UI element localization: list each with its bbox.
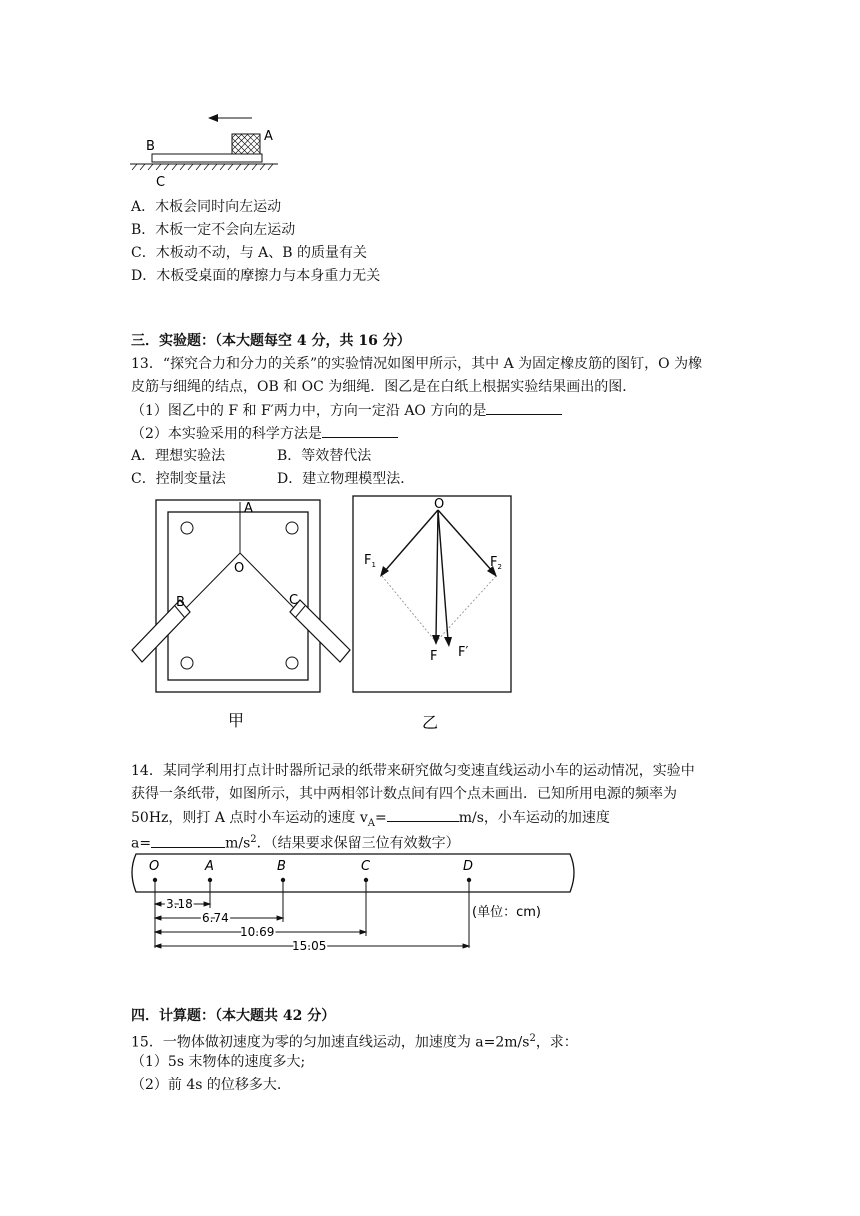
answer-blank[interactable] [322, 423, 398, 438]
figure-caption-jia: 甲 [228, 711, 245, 730]
board-b [152, 154, 262, 162]
q13-options-row2 [131, 469, 414, 489]
q15-stem-post: ，求： [535, 1034, 578, 1051]
q14-line4 [131, 830, 460, 854]
q14-line3-post: m/s，小车运动的加速度 [458, 810, 610, 826]
label-c: C [156, 175, 166, 188]
label-c: C [361, 859, 371, 874]
distance-ob: 6.74 [202, 911, 229, 925]
superscript-2: 2 [529, 1033, 536, 1044]
q13-option-b: B．等效替代法 [277, 448, 372, 464]
label-c: C [289, 593, 299, 608]
q12-option-d: D．木板受桌面的摩擦力与本身重力无关 [131, 268, 381, 284]
label-b: B [176, 595, 185, 610]
distance-oa: 3.18 [166, 897, 193, 911]
unit-label: (单位：cm) [472, 905, 541, 920]
tape-dot-a [208, 878, 212, 882]
answer-blank[interactable] [151, 833, 225, 848]
label-f2: $F_2$ [490, 555, 502, 571]
label-o: O [234, 561, 245, 576]
q13-stem-line2: 皮筋与细绳的结点，OB 和 OC 为细绳．图乙是在白纸上根据实验结果画出的图． [131, 379, 637, 395]
distance-od: 15.05 [292, 939, 327, 952]
label-o: O [149, 859, 160, 874]
label-d: D [463, 859, 474, 874]
q13-option-a: A．理想实验法 [131, 448, 226, 464]
section-3-title: 三．实验题：（本大题每空 4 分，共 16 分） [131, 333, 411, 349]
q13-sub2-text: （2）本实验采用的科学方法是 [131, 426, 322, 442]
superscript-2: 2 [250, 834, 257, 845]
answer-blank[interactable] [387, 807, 459, 822]
tape-dot-o [153, 878, 157, 882]
label-f1: $F_1$ [364, 553, 376, 569]
q15-sub2: （2）前 4s 的位移多大. [131, 1077, 282, 1093]
q13-sub1 [131, 400, 562, 421]
figure-jia [128, 496, 358, 732]
q13-option-d: D．建立物理模型法． [277, 471, 415, 487]
label-f: F [430, 649, 438, 664]
q13-options-row1 [131, 446, 371, 466]
q13-sub2 [131, 423, 398, 444]
distance-oc: 10.69 [240, 925, 275, 939]
subscript-a: A [367, 817, 376, 829]
label-a: A [205, 859, 214, 874]
q14-line4-post: ．（结果要求保留三位有效数字） [256, 835, 460, 852]
board-block-figure [128, 108, 288, 188]
tape-dot-d [467, 878, 471, 882]
left-arrow-icon [208, 114, 252, 122]
q14-line3-pre: 50Hz，则打 A 点时小车运动的速度 v [131, 810, 368, 826]
tape-dot-b [281, 878, 285, 882]
q13-stem-line1: 13．“探究合力和分力的关系”的实验情况如图甲所示，其中 A 为固定橡皮筋的图钉，O 为橡 [131, 356, 703, 372]
q14-line4-pre: a= [131, 835, 152, 852]
paper-tape-figure [126, 852, 584, 952]
label-b: B [146, 139, 155, 154]
equals-sign: = [375, 810, 387, 826]
q14-line1: 14．某同学利用打点计时器所记录的纸带来研究做匀变速直线运动小车的运动情况，实验中 [131, 763, 695, 779]
answer-blank[interactable] [486, 400, 562, 415]
q12-option-b: B．木板一定不会向左运动 [131, 222, 296, 238]
q15-sub1: （1）5s 末物体的速度多大; [131, 1054, 306, 1070]
q12-option-c: C．木板动不动，与 A、B 的质量有关 [131, 245, 368, 261]
q13-option-c: C．控制变量法 [131, 471, 226, 487]
q14-line2: 获得一条纸带，如图所示，其中两相邻计数点间有四个点未画出．已知所用电源的频率为 [131, 786, 677, 802]
label-a: A [244, 501, 253, 516]
figure-yi [350, 492, 518, 732]
label-b: B [277, 859, 286, 874]
figure-caption-yi: 乙 [422, 713, 439, 732]
q14-line4-unit: m/s [225, 835, 251, 852]
q15-stem-pre: 15．一物体做初速度为零的匀加速直线运动，加速度为 a=2m/s [131, 1034, 530, 1051]
label-o: O [434, 497, 445, 512]
q13-sub1-text: （1）图乙中的 F 和 F′两力中，方向一定沿 AO 方向的是 [131, 403, 487, 419]
q15-stem [131, 1029, 578, 1053]
paper-tape [132, 854, 574, 892]
section-4-title: 四．计算题：（本大题共 42 分） [131, 1008, 336, 1024]
tape-dot-c [364, 878, 368, 882]
q12-option-a: A．木板会同时向左运动 [131, 199, 282, 215]
label-a: A [264, 129, 273, 144]
label-f-prime: F′ [458, 645, 469, 660]
